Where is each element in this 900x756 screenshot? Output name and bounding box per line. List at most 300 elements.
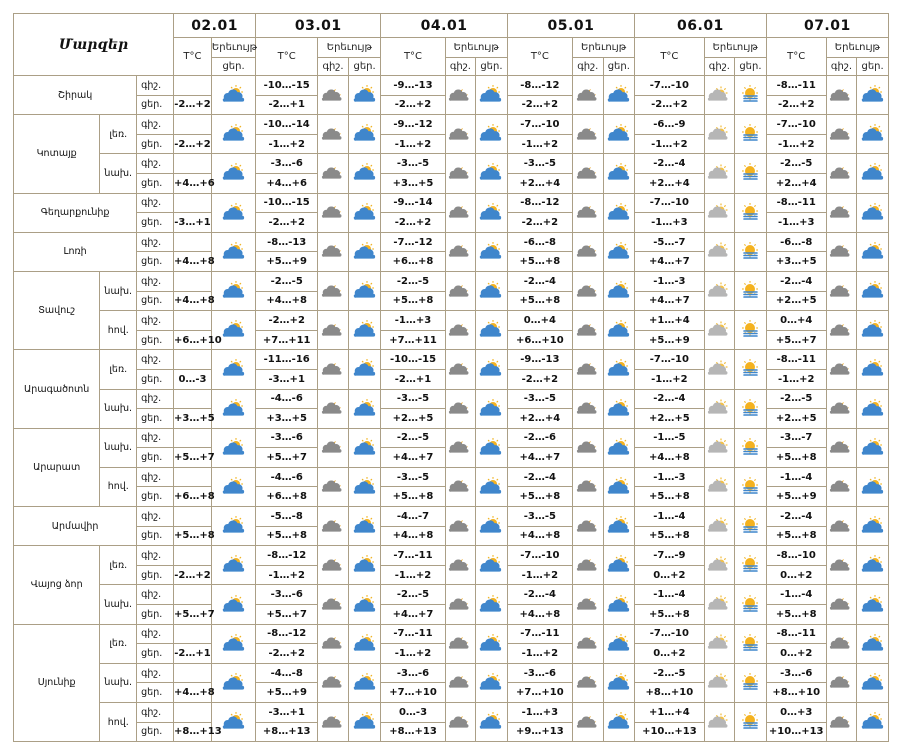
night-label: գիշ. [137,663,174,683]
day-label: ցեր. [137,683,174,703]
sun-with-mist-icon [735,467,767,506]
temperature-value: +5…+8 [766,605,826,625]
day-label: ցեր. [137,565,174,585]
partly-cloudy-sun-icon [348,546,381,585]
partly-cloudy-sun-icon [476,154,508,193]
night-period-header: գիշ. [445,58,476,76]
overcast-night-icon [826,350,857,389]
sun-with-mist-icon [735,389,767,428]
overcast-night-icon [318,154,349,193]
temperature-value: +4…+8 [174,252,212,272]
date-header: 02.01 [174,14,256,38]
temperature-value: +6…+8 [174,487,212,507]
temperature-value: +7…+10 [381,683,445,703]
temperature-value: +4…+7 [635,291,704,311]
temperature-value: +2…+4 [507,409,572,429]
overcast-night-icon [573,389,604,428]
temperature-value: +4…+6 [174,173,212,193]
table-row [14,154,889,174]
night-period-header: գիշ. [573,58,604,76]
partly-cloudy-sun-icon [348,311,381,350]
table-title: Մարզեր [14,14,174,76]
temperature-value: -2…+2 [174,134,212,154]
table-row [14,271,889,291]
temperature-value: -9…-13 [507,350,572,370]
temperature-value: +2…+5 [766,291,826,311]
partly-cloudy-sun-icon [603,154,635,193]
date-header: 06.01 [635,14,767,38]
day-label: ցեր. [137,213,174,233]
temperature-value: -1…-4 [766,467,826,487]
partly-cloudy-sun-icon [348,507,381,546]
temperature-value: -2…+2 [256,213,318,233]
temperature-value: 0…+2 [635,644,704,664]
temperature-value: -8…-12 [507,76,572,96]
temperature-value: -9…-13 [381,76,445,96]
temperature-value: -10…-14 [256,115,318,135]
partly-cloudy-sun-icon [476,467,508,506]
partly-cloudy-sun-icon [476,663,508,702]
night-label: գիշ. [137,546,174,566]
partly-cloudy-sun-icon [603,271,635,310]
overcast-night-icon [318,585,349,624]
temperature-value: -1…+2 [507,644,572,664]
pale-partly-cloudy-icon [704,311,735,350]
temperature-value: -6…-8 [766,232,826,252]
partly-cloudy-sun-icon [211,507,255,546]
partly-cloudy-sun-icon [857,271,889,310]
pale-partly-cloudy-icon [704,585,735,624]
region-name: Կոտայք [14,115,100,193]
zone-name: հով. [100,467,137,506]
temperature-value: -2…+2 [507,213,572,233]
partly-cloudy-sun-icon [603,76,635,115]
partly-cloudy-sun-icon [603,467,635,506]
partly-cloudy-sun-icon [348,271,381,310]
temperature-value: -8…-12 [507,193,572,213]
temperature-value: +5…+7 [174,605,212,625]
pale-partly-cloudy-icon [704,115,735,154]
table-row [14,703,889,723]
night-label: գիշ. [137,467,174,487]
temperature-value: -1…+3 [635,213,704,233]
temperature-value: +5…+9 [256,252,318,272]
temperature-value: -8…-11 [766,350,826,370]
partly-cloudy-sun-icon [476,76,508,115]
temperature-value: +3…+5 [766,252,826,272]
night-label: գիշ. [137,703,174,723]
temperature-value: -2…-4 [766,271,826,291]
pale-partly-cloudy-icon [704,350,735,389]
temperature-value: -3…-6 [507,663,572,683]
night-label: գիշ. [137,389,174,409]
overcast-night-icon [826,624,857,663]
temperature-value: +5…+7 [256,605,318,625]
temperature-value: +10…+13 [635,722,704,742]
temperature-value: +8…+13 [381,722,445,742]
partly-cloudy-sun-icon [476,507,508,546]
temperature-value: -2…+2 [507,95,572,115]
temperature-value: -7…-9 [635,546,704,566]
sun-with-mist-icon [735,624,767,663]
region-name: Լոռի [14,232,137,271]
partly-cloudy-sun-icon [857,428,889,467]
temperature-value [174,311,212,331]
temperature-value: +8…+10 [766,683,826,703]
partly-cloudy-sun-icon [857,76,889,115]
sun-with-mist-icon [735,703,767,742]
temperature-value: -8…-12 [256,624,318,644]
partly-cloudy-sun-icon [857,232,889,271]
overcast-night-icon [318,507,349,546]
temperature-value: -2…+1 [381,369,445,389]
partly-cloudy-sun-icon [211,428,255,467]
day-label: ցեր. [137,173,174,193]
temperature-value: -6…-9 [635,115,704,135]
partly-cloudy-sun-icon [857,350,889,389]
overcast-night-icon [826,193,857,232]
temperature-value: -4…-8 [256,663,318,683]
overcast-night-icon [445,428,476,467]
pale-partly-cloudy-icon [704,232,735,271]
overcast-night-icon [318,663,349,702]
zone-name: հով. [100,703,137,742]
temperature-value: -10…-15 [256,193,318,213]
partly-cloudy-sun-icon [211,389,255,428]
day-period-header: ցեր. [857,58,889,76]
overcast-night-icon [318,350,349,389]
temperature-value: -3…-6 [381,663,445,683]
temperature-value: +5…+8 [635,605,704,625]
temperature-value: -2…+2 [381,95,445,115]
region-name: Վայոց ձոր [14,546,100,624]
temperature-value: -1…+2 [766,369,826,389]
temperature-value: -3…-6 [256,428,318,448]
temperature-value: +5…+8 [174,526,212,546]
table-row [14,350,889,370]
temperature-value: +8…+13 [174,722,212,742]
overcast-night-icon [318,271,349,310]
overcast-night-icon [826,389,857,428]
day-period-header: ցեր. [476,58,508,76]
region-name: Շիրակ [14,76,137,115]
night-label: գիշ. [137,311,174,331]
overcast-night-icon [318,624,349,663]
temperature-value [174,428,212,448]
partly-cloudy-sun-icon [857,507,889,546]
temperature-value: -2…-5 [381,271,445,291]
day-label: ցեր. [137,134,174,154]
overcast-night-icon [826,546,857,585]
temperature-value: -2…-5 [381,585,445,605]
temperature-value: +4…+8 [635,448,704,468]
overcast-night-icon [445,76,476,115]
sun-with-mist-icon [735,311,767,350]
temperature-value: 0…+3 [766,703,826,723]
temperature-value: -1…+2 [256,565,318,585]
temperature-value [174,389,212,409]
partly-cloudy-sun-icon [211,663,255,702]
temperature-value: -1…+2 [507,134,572,154]
temperature-value: +8…+10 [635,683,704,703]
temperature-value: -1…-4 [635,585,704,605]
day-label: ցեր. [137,291,174,311]
temperature-value: -9…-14 [381,193,445,213]
overcast-night-icon [573,428,604,467]
overcast-night-icon [573,624,604,663]
temperature-value: -1…-3 [635,467,704,487]
region-name: Արմավիր [14,507,137,546]
partly-cloudy-sun-icon [348,585,381,624]
partly-cloudy-sun-icon [857,389,889,428]
partly-cloudy-sun-icon [476,115,508,154]
date-header: 07.01 [766,14,888,38]
temperature-value: +4…+8 [507,526,572,546]
zone-name: նախ. [100,585,137,624]
partly-cloudy-sun-icon [476,624,508,663]
day-label: ցեր. [137,95,174,115]
partly-cloudy-sun-icon [348,232,381,271]
night-label: գիշ. [137,76,174,96]
overcast-night-icon [826,663,857,702]
day-label: ցեր. [137,448,174,468]
partly-cloudy-sun-icon [476,311,508,350]
temperature-value: -8…-13 [256,232,318,252]
zone-name: նախ. [100,154,137,193]
temperature-value: -3…-5 [507,389,572,409]
partly-cloudy-sun-icon [603,507,635,546]
overcast-night-icon [445,467,476,506]
sun-with-mist-icon [735,115,767,154]
table-row [14,311,889,331]
overcast-night-icon [826,703,857,742]
temperature-value: -4…-6 [256,389,318,409]
temperature-value [174,232,212,252]
temperature-value: -2…-6 [507,428,572,448]
sun-with-mist-icon [735,232,767,271]
temperature-value: +3…+5 [256,409,318,429]
night-label: գիշ. [137,232,174,252]
day-period-header: ցեր. [348,58,381,76]
partly-cloudy-sun-icon [348,467,381,506]
overcast-night-icon [826,507,857,546]
partly-cloudy-sun-icon [476,703,508,742]
temperature-value: -2…-4 [766,507,826,527]
partly-cloudy-sun-icon [348,389,381,428]
table-row [14,232,889,252]
night-label: գիշ. [137,271,174,291]
overcast-night-icon [826,428,857,467]
overcast-night-icon [573,232,604,271]
zone-name: նախ. [100,389,137,428]
overcast-night-icon [318,389,349,428]
partly-cloudy-sun-icon [348,624,381,663]
partly-cloudy-sun-icon [603,703,635,742]
table-row [14,546,889,566]
region-name: Արագածոտն [14,350,100,428]
temperature-value: -7…-10 [635,350,704,370]
temp-column-header: T°C [766,38,826,76]
overcast-night-icon [573,507,604,546]
temperature-value: +5…+8 [507,487,572,507]
overcast-night-icon [445,624,476,663]
zone-name: նախ. [100,663,137,702]
temp-column-header: T°C [256,38,318,76]
temperature-value: -2…+2 [174,565,212,585]
table-row [14,428,889,448]
partly-cloudy-sun-icon [476,546,508,585]
partly-cloudy-sun-icon [211,467,255,506]
forecast-table-body [14,14,889,742]
temperature-value: -2…+2 [256,311,318,331]
temperature-value: +1…+4 [635,311,704,331]
overcast-night-icon [318,703,349,742]
partly-cloudy-sun-icon [603,350,635,389]
table-row [14,663,889,683]
partly-cloudy-sun-icon [476,193,508,232]
temperature-value: +6…+10 [507,330,572,350]
temperature-value: +4…+7 [381,605,445,625]
partly-cloudy-sun-icon [348,663,381,702]
phenomenon-column-header: Երեւույթ [211,38,255,58]
temperature-value: -7…-10 [635,624,704,644]
temperature-value: +5…+8 [766,448,826,468]
partly-cloudy-sun-icon [603,311,635,350]
temperature-value: +4…+8 [174,683,212,703]
temperature-value: -1…+2 [507,565,572,585]
temperature-value: -1…+3 [766,213,826,233]
temperature-value: -2…+2 [174,95,212,115]
phenomenon-column-header: Երեւույթ [573,38,635,58]
temperature-value: -11…-16 [256,350,318,370]
temperature-value: +3…+5 [174,409,212,429]
night-period-header: գիշ. [704,58,735,76]
temperature-value: -1…+3 [381,311,445,331]
sun-with-mist-icon [735,585,767,624]
temperature-value [174,467,212,487]
temperature-value: +2…+4 [635,173,704,193]
temperature-value [174,115,212,135]
temperature-value: -2…-5 [766,154,826,174]
overcast-night-icon [318,467,349,506]
sun-with-mist-icon [735,154,767,193]
partly-cloudy-sun-icon [857,154,889,193]
temperature-value: +5…+8 [635,487,704,507]
day-label: ցեր. [137,722,174,742]
overcast-night-icon [826,115,857,154]
temp-column-header: T°C [174,38,212,76]
partly-cloudy-sun-icon [603,193,635,232]
zone-name: նախ. [100,271,137,310]
temperature-value: -3…-5 [381,467,445,487]
temperature-value: -4…-7 [381,507,445,527]
temperature-value: 0…+2 [635,565,704,585]
overcast-night-icon [573,663,604,702]
partly-cloudy-sun-icon [348,76,381,115]
night-label: գիշ. [137,193,174,213]
day-label: ցեր. [137,605,174,625]
table-row [14,389,889,409]
table-row [14,467,889,487]
overcast-night-icon [445,115,476,154]
partly-cloudy-sun-icon [211,350,255,389]
temperature-value: +4…+6 [256,173,318,193]
temperature-value: -1…+2 [381,644,445,664]
temperature-value: +10…+13 [766,722,826,742]
temperature-value: -2…-4 [507,585,572,605]
temperature-value: -1…-3 [635,271,704,291]
pale-partly-cloudy-icon [704,546,735,585]
pale-partly-cloudy-icon [704,624,735,663]
temperature-value: -2…-5 [766,389,826,409]
temperature-value [174,546,212,566]
date-header: 04.01 [381,14,507,38]
temperature-value: -2…+1 [256,95,318,115]
temperature-value [174,624,212,644]
pale-partly-cloudy-icon [704,507,735,546]
day-label: ցեր. [137,409,174,429]
temperature-value: -7…-10 [635,193,704,213]
temperature-value: 0…+4 [507,311,572,331]
temperature-value: -2…+2 [256,644,318,664]
temperature-value: +2…+5 [381,409,445,429]
partly-cloudy-sun-icon [348,154,381,193]
temperature-value: 0…-3 [174,369,212,389]
table-row [14,624,889,644]
sun-with-mist-icon [735,663,767,702]
partly-cloudy-sun-icon [857,546,889,585]
temperature-value: -1…+2 [766,134,826,154]
overcast-night-icon [445,311,476,350]
night-label: գիշ. [137,115,174,135]
partly-cloudy-sun-icon [211,271,255,310]
temperature-value: -2…-5 [256,271,318,291]
overcast-night-icon [573,585,604,624]
night-period-header: գիշ. [826,58,857,76]
partly-cloudy-sun-icon [857,585,889,624]
temperature-value: +4…+7 [635,252,704,272]
overcast-night-icon [826,76,857,115]
temperature-value: +7…+10 [507,683,572,703]
temperature-value: -3…-6 [766,663,826,683]
temp-column-header: T°C [381,38,445,76]
zone-name: հով. [100,311,137,350]
night-period-header: գիշ. [318,58,349,76]
region-name: Տավուշ [14,271,100,349]
temperature-value: -2…-4 [635,154,704,174]
temperature-value: +5…+8 [507,252,572,272]
partly-cloudy-sun-icon [857,115,889,154]
temperature-value: -1…+2 [635,134,704,154]
night-label: գիշ. [137,624,174,644]
night-label: գիշ. [137,350,174,370]
overcast-night-icon [826,585,857,624]
temperature-value: -5…-8 [256,507,318,527]
temperature-value: +5…+8 [256,526,318,546]
sun-with-mist-icon [735,428,767,467]
temperature-value: -3…-5 [381,154,445,174]
overcast-night-icon [573,115,604,154]
temperature-value: -7…-10 [507,115,572,135]
partly-cloudy-sun-icon [857,193,889,232]
temperature-value: -3…-5 [507,507,572,527]
temperature-value: +4…+8 [507,605,572,625]
partly-cloudy-sun-icon [603,115,635,154]
pale-partly-cloudy-icon [704,467,735,506]
temperature-value: -2…+2 [635,95,704,115]
temperature-value: -3…+1 [174,213,212,233]
overcast-night-icon [573,350,604,389]
